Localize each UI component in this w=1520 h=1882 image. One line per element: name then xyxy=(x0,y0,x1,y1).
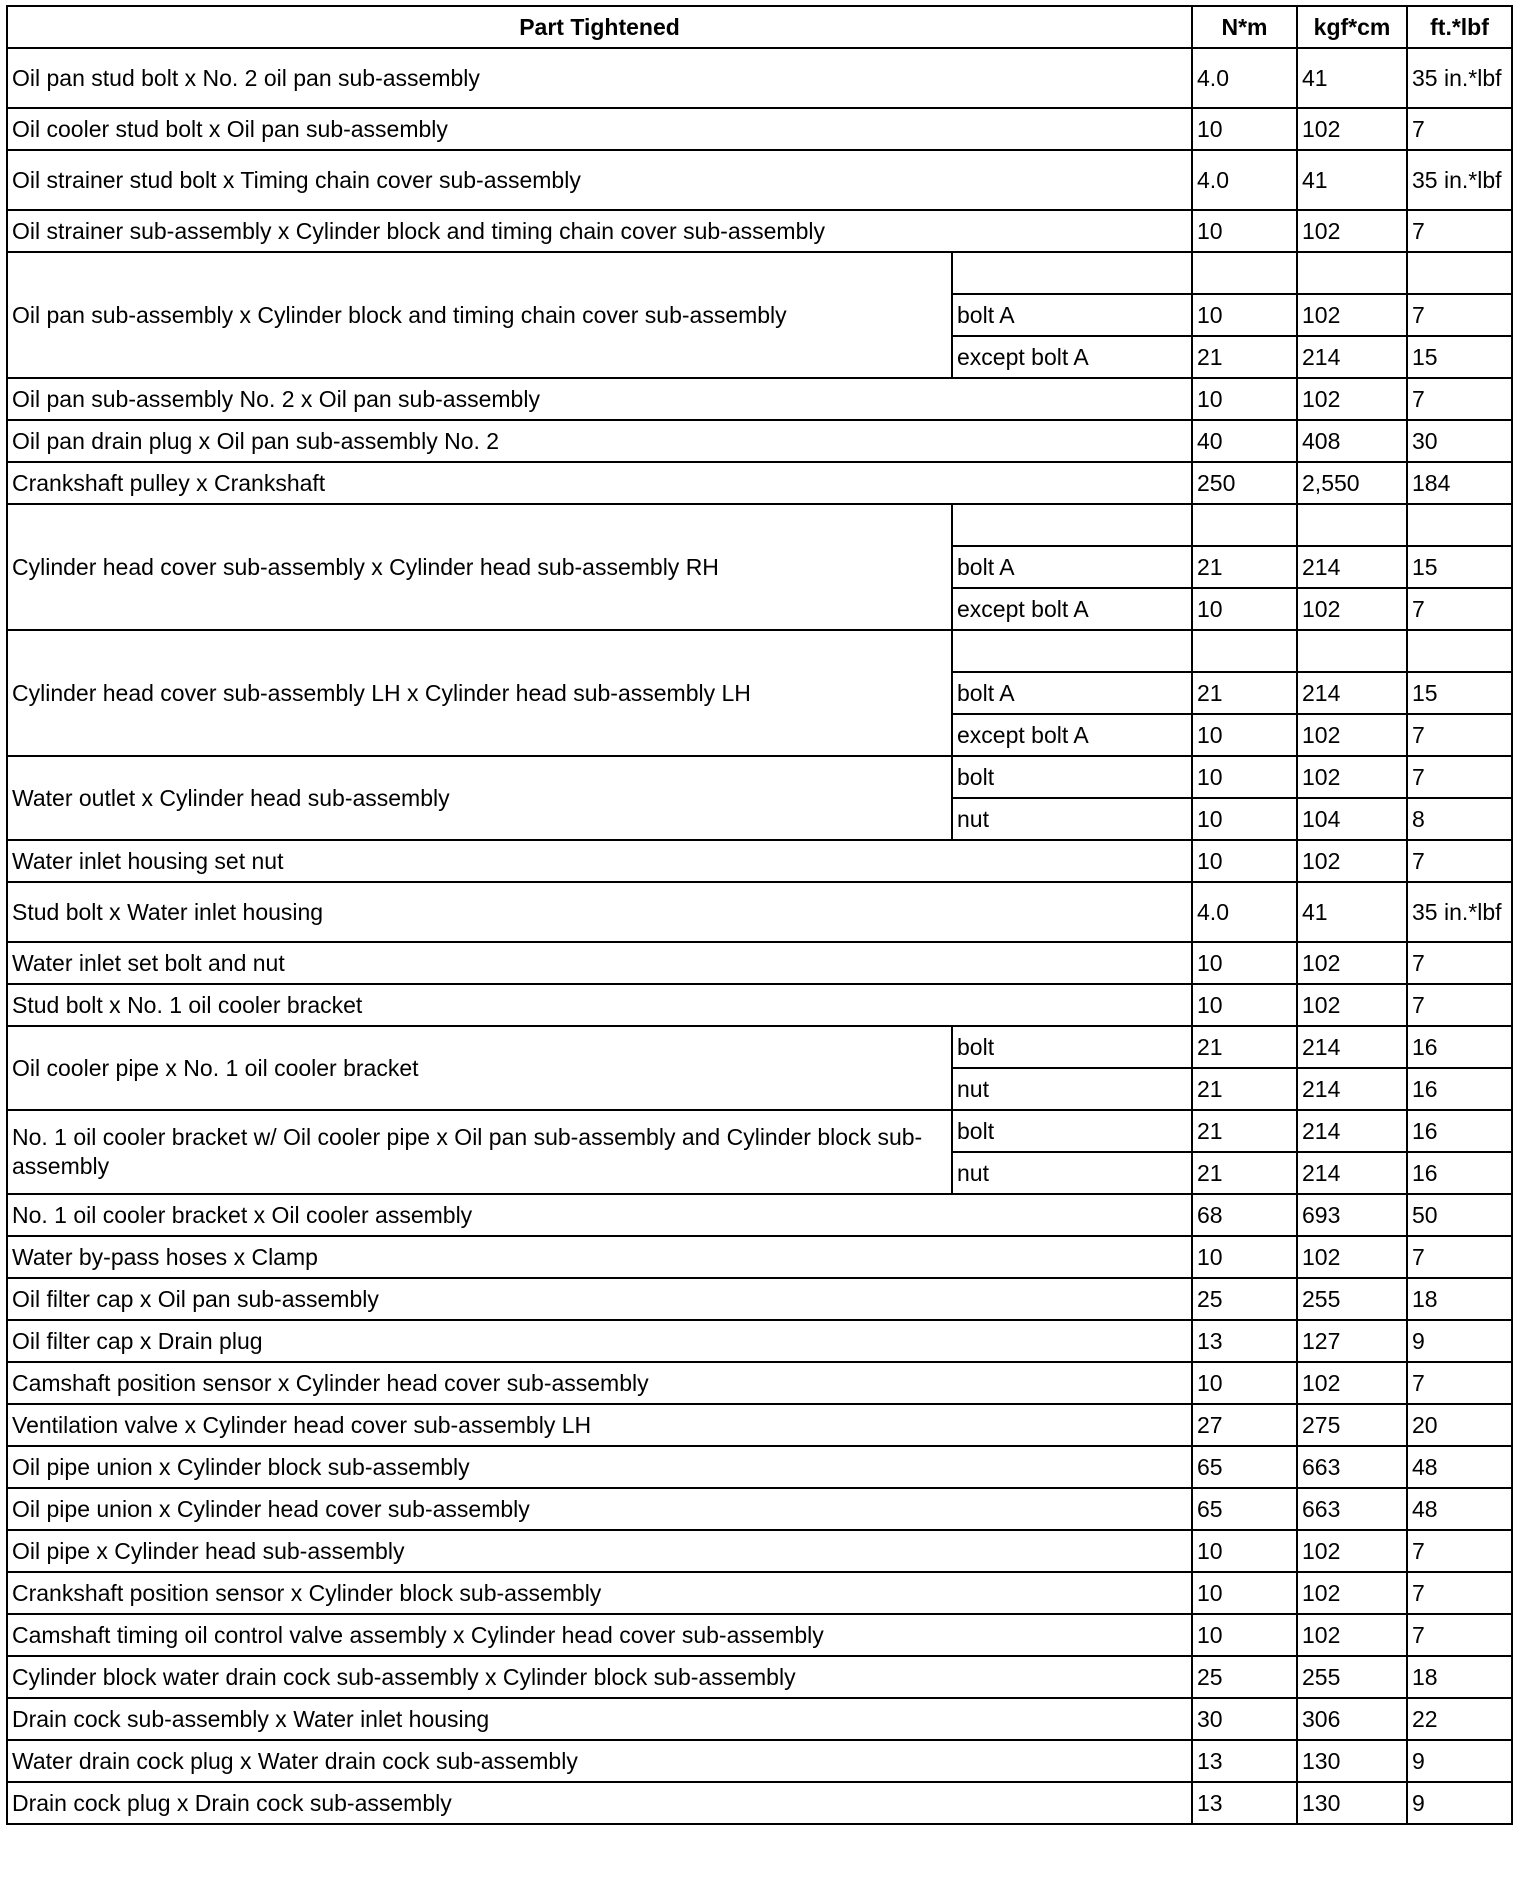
sub-condition-cell: bolt xyxy=(952,1110,1192,1152)
kgfcm-cell: 693 xyxy=(1297,1194,1407,1236)
table-row xyxy=(7,108,1512,150)
nm-cell: 10 xyxy=(1192,1362,1297,1404)
ftlbf-cell: 35 in.*lbf xyxy=(1407,48,1512,108)
table-row xyxy=(7,630,1512,672)
sub-condition-cell: except bolt A xyxy=(952,336,1192,378)
part-tightened-cell: Water by-pass hoses x Clamp xyxy=(7,1236,1192,1278)
kgfcm-cell: 306 xyxy=(1297,1698,1407,1740)
ftlbf-cell: 18 xyxy=(1407,1656,1512,1698)
nm-cell: 10 xyxy=(1192,378,1297,420)
part-tightened-cell: Crankshaft pulley x Crankshaft xyxy=(7,462,1192,504)
table-row xyxy=(7,378,1512,420)
nm-cell: 68 xyxy=(1192,1194,1297,1236)
kgfcm-cell: 102 xyxy=(1297,210,1407,252)
sub-condition-cell: bolt A xyxy=(952,546,1192,588)
ftlbf-cell: 7 xyxy=(1407,1530,1512,1572)
kgfcm-cell: 102 xyxy=(1297,1572,1407,1614)
part-tightened-cell: Water inlet housing set nut xyxy=(7,840,1192,882)
table-row xyxy=(7,210,1512,252)
kgfcm-cell: 102 xyxy=(1297,1530,1407,1572)
kgfcm-cell: 214 xyxy=(1297,1068,1407,1110)
table-row xyxy=(7,252,1512,294)
sub-condition-cell: bolt xyxy=(952,756,1192,798)
part-tightened-cell: Cylinder head cover sub-assembly x Cylinder head sub-assembly RH xyxy=(7,504,952,630)
table-row xyxy=(7,504,1512,546)
table-row xyxy=(7,1740,1512,1782)
ftlbf-cell: 15 xyxy=(1407,336,1512,378)
table-row xyxy=(7,984,1512,1026)
nm-cell: 10 xyxy=(1192,714,1297,756)
nm-cell: 21 xyxy=(1192,1152,1297,1194)
part-tightened-cell: Camshaft position sensor x Cylinder head cover sub-assembly xyxy=(7,1362,1192,1404)
nm-cell: 21 xyxy=(1192,336,1297,378)
nm-cell xyxy=(1192,504,1297,546)
ftlbf-cell: 7 xyxy=(1407,210,1512,252)
table-row xyxy=(7,756,1512,798)
ftlbf-cell: 7 xyxy=(1407,756,1512,798)
kgfcm-cell xyxy=(1297,504,1407,546)
nm-cell: 10 xyxy=(1192,1614,1297,1656)
ftlbf-cell: 7 xyxy=(1407,1572,1512,1614)
nm-cell: 10 xyxy=(1192,1236,1297,1278)
table-row xyxy=(7,1698,1512,1740)
kgfcm-cell: 102 xyxy=(1297,1236,1407,1278)
kgfcm-cell: 255 xyxy=(1297,1656,1407,1698)
part-tightened-cell: Drain cock plug x Drain cock sub-assembly xyxy=(7,1782,1192,1824)
ftlbf-cell: 35 in.*lbf xyxy=(1407,882,1512,942)
table-row xyxy=(7,1404,1512,1446)
ftlbf-cell: 7 xyxy=(1407,108,1512,150)
part-tightened-cell: Water outlet x Cylinder head sub-assembly xyxy=(7,756,952,840)
ftlbf-cell: 35 in.*lbf xyxy=(1407,150,1512,210)
sub-condition-cell: bolt A xyxy=(952,672,1192,714)
nm-cell: 10 xyxy=(1192,294,1297,336)
nm-cell: 10 xyxy=(1192,1530,1297,1572)
nm-cell: 13 xyxy=(1192,1320,1297,1362)
part-tightened-cell: Oil filter cap x Oil pan sub-assembly xyxy=(7,1278,1192,1320)
kgfcm-cell: 102 xyxy=(1297,588,1407,630)
ftlbf-cell: 7 xyxy=(1407,1236,1512,1278)
ftlbf-cell: 7 xyxy=(1407,714,1512,756)
kgfcm-cell: 408 xyxy=(1297,420,1407,462)
part-tightened-cell: Oil pan stud bolt x No. 2 oil pan sub-assembly xyxy=(7,48,1192,108)
table-row xyxy=(7,840,1512,882)
nm-cell: 10 xyxy=(1192,984,1297,1026)
nm-cell: 21 xyxy=(1192,1110,1297,1152)
kgfcm-cell: 102 xyxy=(1297,294,1407,336)
nm-cell: 10 xyxy=(1192,1572,1297,1614)
kgfcm-cell: 214 xyxy=(1297,1110,1407,1152)
header-part-tightened: Part Tightened xyxy=(7,6,1192,48)
part-tightened-cell: Oil pipe union x Cylinder head cover sub-assembly xyxy=(7,1488,1192,1530)
ftlbf-cell: 7 xyxy=(1407,294,1512,336)
header-row xyxy=(7,6,1512,48)
kgfcm-cell: 275 xyxy=(1297,1404,1407,1446)
ftlbf-cell: 48 xyxy=(1407,1446,1512,1488)
kgfcm-cell: 2,550 xyxy=(1297,462,1407,504)
table-row xyxy=(7,1236,1512,1278)
sub-condition-cell: nut xyxy=(952,798,1192,840)
kgfcm-cell xyxy=(1297,252,1407,294)
part-tightened-cell: Stud bolt x No. 1 oil cooler bracket xyxy=(7,984,1192,1026)
ftlbf-cell: 16 xyxy=(1407,1026,1512,1068)
header-kgfcm: kgf*cm xyxy=(1297,6,1407,48)
nm-cell: 21 xyxy=(1192,1068,1297,1110)
table-row xyxy=(7,1614,1512,1656)
header-ftlbf: ft.*lbf xyxy=(1407,6,1512,48)
kgfcm-cell: 102 xyxy=(1297,1614,1407,1656)
table-row xyxy=(7,420,1512,462)
ftlbf-cell: 15 xyxy=(1407,546,1512,588)
kgfcm-cell: 102 xyxy=(1297,108,1407,150)
kgfcm-cell: 102 xyxy=(1297,1362,1407,1404)
part-tightened-cell: Oil pipe union x Cylinder block sub-assembly xyxy=(7,1446,1192,1488)
table-row xyxy=(7,1278,1512,1320)
kgfcm-cell: 130 xyxy=(1297,1782,1407,1824)
ftlbf-cell xyxy=(1407,630,1512,672)
sub-condition-cell: bolt A xyxy=(952,294,1192,336)
nm-cell: 27 xyxy=(1192,1404,1297,1446)
kgfcm-cell: 214 xyxy=(1297,1152,1407,1194)
ftlbf-cell: 8 xyxy=(1407,798,1512,840)
ftlbf-cell xyxy=(1407,504,1512,546)
part-tightened-cell: Oil pan drain plug x Oil pan sub-assembly No. 2 xyxy=(7,420,1192,462)
table-row xyxy=(7,1488,1512,1530)
sub-condition-cell: nut xyxy=(952,1068,1192,1110)
part-tightened-cell: Oil cooler pipe x No. 1 oil cooler bracket xyxy=(7,1026,952,1110)
nm-cell: 13 xyxy=(1192,1782,1297,1824)
table-row xyxy=(7,942,1512,984)
table-row xyxy=(7,1320,1512,1362)
table-row xyxy=(7,1572,1512,1614)
sub-condition-cell: except bolt A xyxy=(952,588,1192,630)
ftlbf-cell xyxy=(1407,252,1512,294)
kgfcm-cell: 102 xyxy=(1297,378,1407,420)
nm-cell: 40 xyxy=(1192,420,1297,462)
nm-cell xyxy=(1192,630,1297,672)
table-row xyxy=(7,1530,1512,1572)
ftlbf-cell: 16 xyxy=(1407,1110,1512,1152)
part-tightened-cell: Oil strainer sub-assembly x Cylinder block and timing chain cover sub-assembly xyxy=(7,210,1192,252)
part-tightened-cell: Water inlet set bolt and nut xyxy=(7,942,1192,984)
ftlbf-cell: 50 xyxy=(1407,1194,1512,1236)
sub-condition-cell xyxy=(952,504,1192,546)
ftlbf-cell: 16 xyxy=(1407,1152,1512,1194)
part-tightened-cell: Oil pipe x Cylinder head sub-assembly xyxy=(7,1530,1192,1572)
table-body xyxy=(7,48,1512,1824)
ftlbf-cell: 9 xyxy=(1407,1782,1512,1824)
ftlbf-cell: 7 xyxy=(1407,942,1512,984)
part-tightened-cell: Oil pan sub-assembly No. 2 x Oil pan sub-assembly xyxy=(7,378,1192,420)
nm-cell: 25 xyxy=(1192,1656,1297,1698)
kgfcm-cell: 102 xyxy=(1297,714,1407,756)
part-tightened-cell: Stud bolt x Water inlet housing xyxy=(7,882,1192,942)
ftlbf-cell: 20 xyxy=(1407,1404,1512,1446)
nm-cell: 10 xyxy=(1192,798,1297,840)
nm-cell: 4.0 xyxy=(1192,150,1297,210)
part-tightened-cell: Cylinder block water drain cock sub-assembly x Cylinder block sub-assembly xyxy=(7,1656,1192,1698)
ftlbf-cell: 16 xyxy=(1407,1068,1512,1110)
nm-cell xyxy=(1192,252,1297,294)
kgfcm-cell: 41 xyxy=(1297,150,1407,210)
sub-condition-cell: nut xyxy=(952,1152,1192,1194)
table-row xyxy=(7,1110,1512,1152)
table-row xyxy=(7,150,1512,210)
nm-cell: 65 xyxy=(1192,1488,1297,1530)
ftlbf-cell: 7 xyxy=(1407,840,1512,882)
nm-cell: 250 xyxy=(1192,462,1297,504)
ftlbf-cell: 9 xyxy=(1407,1740,1512,1782)
kgfcm-cell: 214 xyxy=(1297,336,1407,378)
ftlbf-cell: 7 xyxy=(1407,1362,1512,1404)
part-tightened-cell: Camshaft timing oil control valve assembly x Cylinder head cover sub-assembly xyxy=(7,1614,1192,1656)
kgfcm-cell: 130 xyxy=(1297,1740,1407,1782)
sub-condition-cell xyxy=(952,630,1192,672)
part-tightened-cell: Ventilation valve x Cylinder head cover sub-assembly LH xyxy=(7,1404,1192,1446)
nm-cell: 21 xyxy=(1192,1026,1297,1068)
ftlbf-cell: 15 xyxy=(1407,672,1512,714)
sub-condition-cell: bolt xyxy=(952,1026,1192,1068)
kgfcm-cell: 41 xyxy=(1297,882,1407,942)
table-row xyxy=(7,1446,1512,1488)
nm-cell: 4.0 xyxy=(1192,882,1297,942)
part-tightened-cell: Oil pan sub-assembly x Cylinder block and timing chain cover sub-assembly xyxy=(7,252,952,378)
kgfcm-cell: 663 xyxy=(1297,1446,1407,1488)
sub-condition-cell: except bolt A xyxy=(952,714,1192,756)
kgfcm-cell: 104 xyxy=(1297,798,1407,840)
kgfcm-cell: 214 xyxy=(1297,546,1407,588)
table-row xyxy=(7,462,1512,504)
nm-cell: 21 xyxy=(1192,546,1297,588)
torque-specification-table xyxy=(6,5,1513,1825)
table-row xyxy=(7,1026,1512,1068)
nm-cell: 10 xyxy=(1192,588,1297,630)
part-tightened-cell: Cylinder head cover sub-assembly LH x Cylinder head sub-assembly LH xyxy=(7,630,952,756)
nm-cell: 21 xyxy=(1192,672,1297,714)
kgfcm-cell: 102 xyxy=(1297,840,1407,882)
kgfcm-cell: 102 xyxy=(1297,942,1407,984)
ftlbf-cell: 7 xyxy=(1407,984,1512,1026)
ftlbf-cell: 22 xyxy=(1407,1698,1512,1740)
ftlbf-cell: 18 xyxy=(1407,1278,1512,1320)
nm-cell: 25 xyxy=(1192,1278,1297,1320)
sub-condition-cell xyxy=(952,252,1192,294)
kgfcm-cell: 214 xyxy=(1297,672,1407,714)
nm-cell: 4.0 xyxy=(1192,48,1297,108)
nm-cell: 65 xyxy=(1192,1446,1297,1488)
ftlbf-cell: 30 xyxy=(1407,420,1512,462)
header-nm: N*m xyxy=(1192,6,1297,48)
part-tightened-cell: Drain cock sub-assembly x Water inlet housing xyxy=(7,1698,1192,1740)
table-row xyxy=(7,882,1512,942)
kgfcm-cell: 102 xyxy=(1297,984,1407,1026)
ftlbf-cell: 9 xyxy=(1407,1320,1512,1362)
kgfcm-cell: 663 xyxy=(1297,1488,1407,1530)
nm-cell: 30 xyxy=(1192,1698,1297,1740)
table-row xyxy=(7,1656,1512,1698)
kgfcm-cell: 214 xyxy=(1297,1026,1407,1068)
nm-cell: 13 xyxy=(1192,1740,1297,1782)
table-row xyxy=(7,1194,1512,1236)
part-tightened-cell: Crankshaft position sensor x Cylinder block sub-assembly xyxy=(7,1572,1192,1614)
ftlbf-cell: 7 xyxy=(1407,588,1512,630)
kgfcm-cell: 127 xyxy=(1297,1320,1407,1362)
table-row xyxy=(7,1782,1512,1824)
part-tightened-cell: Water drain cock plug x Water drain cock sub-assembly xyxy=(7,1740,1192,1782)
part-tightened-cell: Oil filter cap x Drain plug xyxy=(7,1320,1192,1362)
nm-cell: 10 xyxy=(1192,210,1297,252)
kgfcm-cell: 102 xyxy=(1297,756,1407,798)
ftlbf-cell: 184 xyxy=(1407,462,1512,504)
kgfcm-cell: 255 xyxy=(1297,1278,1407,1320)
nm-cell: 10 xyxy=(1192,942,1297,984)
kgfcm-cell xyxy=(1297,630,1407,672)
part-tightened-cell: Oil cooler stud bolt x Oil pan sub-assembly xyxy=(7,108,1192,150)
nm-cell: 10 xyxy=(1192,756,1297,798)
kgfcm-cell: 41 xyxy=(1297,48,1407,108)
ftlbf-cell: 48 xyxy=(1407,1488,1512,1530)
table-row xyxy=(7,1362,1512,1404)
part-tightened-cell: Oil strainer stud bolt x Timing chain cover sub-assembly xyxy=(7,150,1192,210)
ftlbf-cell: 7 xyxy=(1407,1614,1512,1656)
ftlbf-cell: 7 xyxy=(1407,378,1512,420)
part-tightened-cell: No. 1 oil cooler bracket x Oil cooler assembly xyxy=(7,1194,1192,1236)
part-tightened-cell: No. 1 oil cooler bracket w/ Oil cooler pipe x Oil pan sub-assembly and Cylinder block sub-assembly xyxy=(7,1110,952,1194)
table-row xyxy=(7,48,1512,108)
nm-cell: 10 xyxy=(1192,840,1297,882)
nm-cell: 10 xyxy=(1192,108,1297,150)
